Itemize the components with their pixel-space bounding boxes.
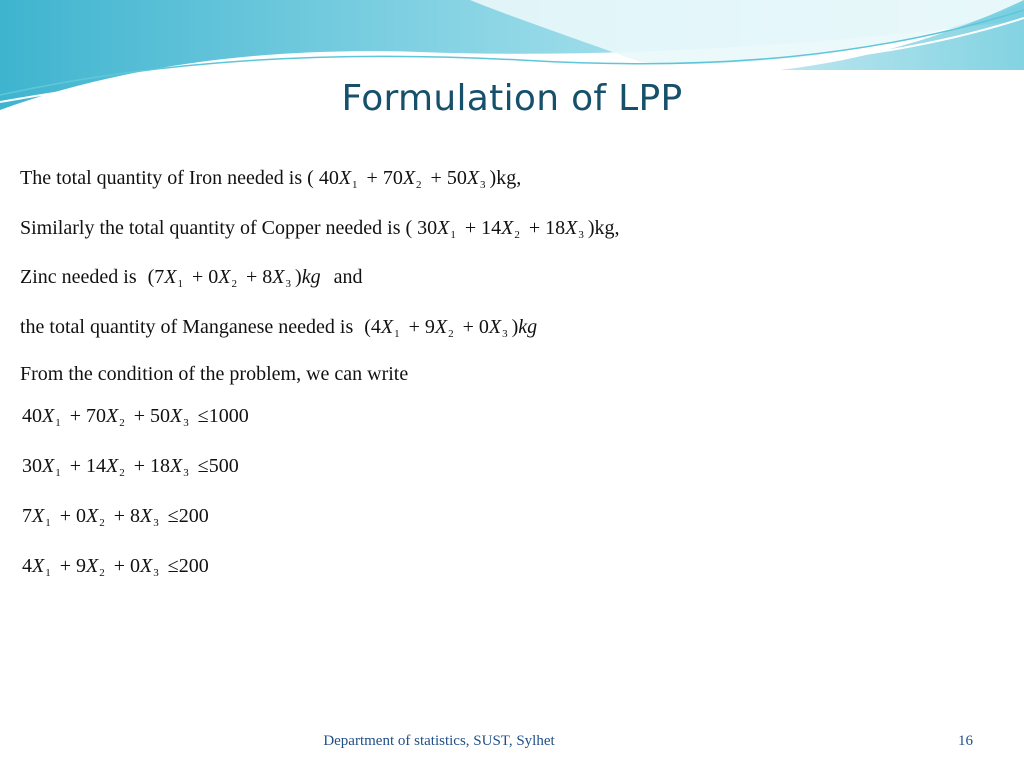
zinc-and: and	[333, 266, 363, 288]
manganese-text: the total quantity of Manganese needed is	[20, 316, 354, 338]
constraint-3: $7X_1 + 0X_2 + 8X_3 \le 200$	[22, 505, 209, 529]
copper-expression: $30X_1 + 14X_2 + 18X_3$	[417, 217, 584, 241]
manganese-line	[20, 315, 537, 346]
iron-text: The total quantity of Iron needed is (	[20, 167, 314, 189]
constraint-4: $4X_1 + 9X_2 + 0X_3 \le 200$	[22, 555, 209, 579]
manganese-expression: ($4X_1 + 9X_2 + 0X_3$ )kg	[364, 316, 538, 340]
footer-department: Department of statistics, SUST, Sylhet	[323, 733, 555, 749]
copper-suffix: )kg,	[587, 217, 620, 239]
constraint-2: $30X_1 + 14X_2 + 18X_3 \le 500$	[22, 455, 239, 479]
zinc-text: Zinc needed is	[20, 266, 137, 288]
page-number: 16	[958, 733, 973, 749]
constraint-1: $40X_1 + 70X_2 + 50X_3 \le 1000$	[22, 405, 249, 429]
iron-line	[20, 166, 521, 197]
zinc-line	[20, 265, 362, 296]
copper-line	[20, 216, 620, 247]
iron-expression: $40X_1 + 70X_2 + 50X_3$	[318, 167, 486, 191]
zinc-expression: ($7X_1 + 0X_2 + 8X_3$ )kg	[147, 266, 321, 290]
slide-title: Formulation of LPP	[341, 78, 683, 119]
iron-suffix: )kg,	[489, 167, 522, 189]
copper-text: Similarly the total quantity of Copper needed is (	[20, 217, 413, 239]
condition-line: From the condition of the problem, we can write	[20, 363, 409, 385]
